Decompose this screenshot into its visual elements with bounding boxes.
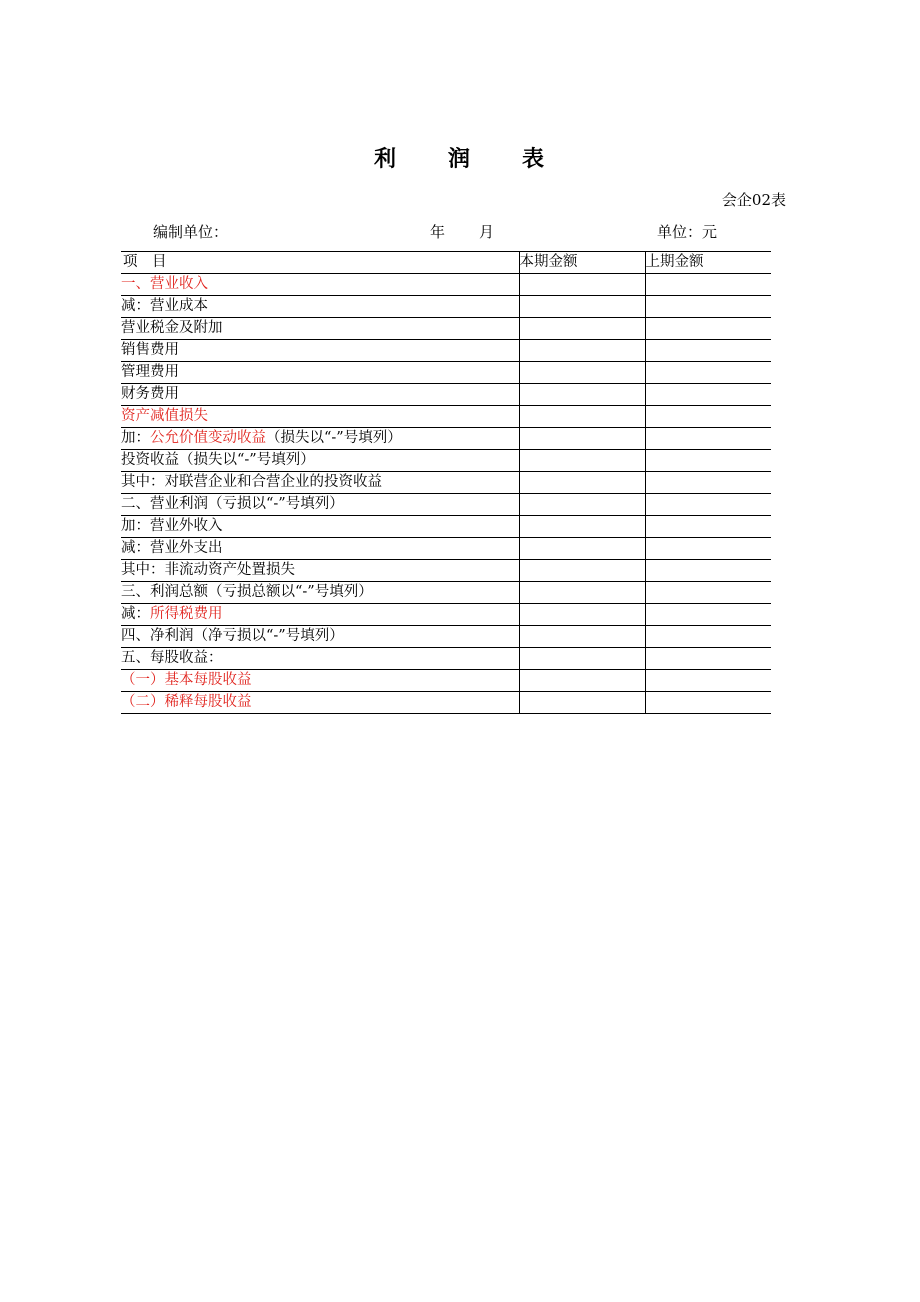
prior-amount-cell[interactable] [645, 538, 771, 560]
row-label: （一）基本每股收益 [121, 672, 252, 688]
prior-amount-cell[interactable] [645, 428, 771, 450]
row-prefix: 加： [121, 430, 150, 446]
org-label: 编制单位： [153, 223, 229, 241]
prior-amount-cell[interactable] [645, 670, 771, 692]
current-amount-cell[interactable] [519, 494, 645, 516]
current-amount-cell[interactable] [519, 340, 645, 362]
row-label: 二、营业利润（亏损以“-”号填列） [121, 496, 344, 512]
current-amount-cell[interactable] [519, 472, 645, 494]
table-row [121, 648, 771, 670]
row-label: 其中：非流动资产处置损失 [121, 562, 295, 578]
row-item [121, 648, 519, 670]
table-row [121, 406, 771, 428]
row-label: 管理费用 [121, 364, 179, 380]
month-label: 月 [479, 223, 495, 241]
current-amount-cell[interactable] [519, 670, 645, 692]
current-amount-cell[interactable] [519, 538, 645, 560]
row-label: 四、净利润（净亏损以“-”号填列） [121, 628, 344, 644]
table-row [121, 472, 771, 494]
table-row [121, 560, 771, 582]
row-item [121, 494, 519, 516]
prior-amount-cell[interactable] [645, 560, 771, 582]
prior-amount-cell[interactable] [645, 692, 771, 714]
current-amount-cell[interactable] [519, 626, 645, 648]
row-item [121, 274, 519, 296]
current-amount-cell[interactable] [519, 692, 645, 714]
row-item [121, 340, 519, 362]
row-prefix: 减： [121, 606, 150, 622]
header-prior-amount: 上期金额 [645, 252, 771, 274]
row-label: 加：营业外收入 [121, 518, 223, 534]
prior-amount-cell[interactable] [645, 274, 771, 296]
title-char: 润 [447, 146, 472, 172]
current-amount-cell[interactable] [519, 318, 645, 340]
table-row [121, 428, 771, 450]
table-row [121, 582, 771, 604]
prior-amount-cell[interactable] [645, 516, 771, 538]
header-current-amount: 本期金额 [519, 252, 645, 274]
header-item: 项 目 [121, 252, 519, 274]
table-row [121, 318, 771, 340]
table-body [121, 274, 771, 714]
statement-title [0, 142, 920, 173]
row-item [121, 626, 519, 648]
prior-amount-cell[interactable] [645, 384, 771, 406]
row-label: 投资收益（损失以“-”号填列） [121, 452, 315, 468]
row-label: 三、利润总额（亏损总额以“-”号填列） [121, 584, 373, 600]
table-row [121, 626, 771, 648]
row-label: 公允价值变动收益 [150, 430, 266, 446]
row-label: 其中：对联营企业和合营企业的投资收益 [121, 474, 382, 490]
current-amount-cell[interactable] [519, 582, 645, 604]
row-item [121, 406, 519, 428]
title-char: 利 [373, 146, 398, 172]
prior-amount-cell[interactable] [645, 340, 771, 362]
table-row [121, 670, 771, 692]
current-amount-cell[interactable] [519, 296, 645, 318]
current-amount-cell[interactable] [519, 516, 645, 538]
row-item [121, 604, 519, 626]
row-item [121, 450, 519, 472]
prior-amount-cell[interactable] [645, 472, 771, 494]
prior-amount-cell[interactable] [645, 318, 771, 340]
table-row [121, 384, 771, 406]
current-amount-cell[interactable] [519, 450, 645, 472]
row-item [121, 384, 519, 406]
row-item [121, 560, 519, 582]
prior-amount-cell[interactable] [645, 494, 771, 516]
table-row [121, 494, 771, 516]
table-row [121, 296, 771, 318]
row-label: 销售费用 [121, 342, 179, 358]
row-label: 减：营业成本 [121, 298, 208, 314]
row-prefix: 一、 [121, 276, 150, 292]
table-row [121, 692, 771, 714]
current-amount-cell[interactable] [519, 604, 645, 626]
current-amount-cell[interactable] [519, 406, 645, 428]
row-item [121, 692, 519, 714]
form-code: 会企02表 [721, 191, 786, 209]
row-label: 营业收入 [150, 276, 208, 292]
table-row [121, 516, 771, 538]
row-item [121, 582, 519, 604]
table-row [121, 340, 771, 362]
row-item [121, 516, 519, 538]
row-suffix: （损失以“-”号填列） [266, 430, 402, 446]
row-label: 资产减值损失 [121, 408, 208, 424]
current-amount-cell[interactable] [519, 648, 645, 670]
prior-amount-cell[interactable] [645, 582, 771, 604]
income-statement-table [121, 251, 771, 714]
unit-label: 单位：元 [657, 223, 718, 241]
prior-amount-cell[interactable] [645, 648, 771, 670]
row-label: 五、每股收益： [121, 650, 223, 666]
current-amount-cell[interactable] [519, 274, 645, 296]
row-item [121, 670, 519, 692]
table-row [121, 274, 771, 296]
table-header-row [121, 252, 771, 274]
row-item [121, 472, 519, 494]
row-label: 财务费用 [121, 386, 179, 402]
row-item [121, 318, 519, 340]
prior-amount-cell[interactable] [645, 406, 771, 428]
prior-amount-cell[interactable] [645, 604, 771, 626]
row-item [121, 296, 519, 318]
row-label: 所得税费用 [150, 606, 223, 622]
row-label: （二）稀释每股收益 [121, 694, 252, 710]
table-row [121, 538, 771, 560]
prior-amount-cell[interactable] [645, 296, 771, 318]
row-label: 营业税金及附加 [121, 320, 223, 336]
prior-amount-cell[interactable] [645, 450, 771, 472]
row-label: 减：营业外支出 [121, 540, 223, 556]
current-amount-cell[interactable] [519, 362, 645, 384]
current-amount-cell[interactable] [519, 384, 645, 406]
year-label: 年 [430, 223, 446, 241]
row-item [121, 428, 519, 450]
table-row [121, 362, 771, 384]
row-item [121, 538, 519, 560]
row-item [121, 362, 519, 384]
prior-amount-cell[interactable] [645, 362, 771, 384]
current-amount-cell[interactable] [519, 560, 645, 582]
table-row [121, 604, 771, 626]
title-char: 表 [522, 146, 547, 172]
current-amount-cell[interactable] [519, 428, 645, 450]
table-row [121, 450, 771, 472]
prior-amount-cell[interactable] [645, 626, 771, 648]
